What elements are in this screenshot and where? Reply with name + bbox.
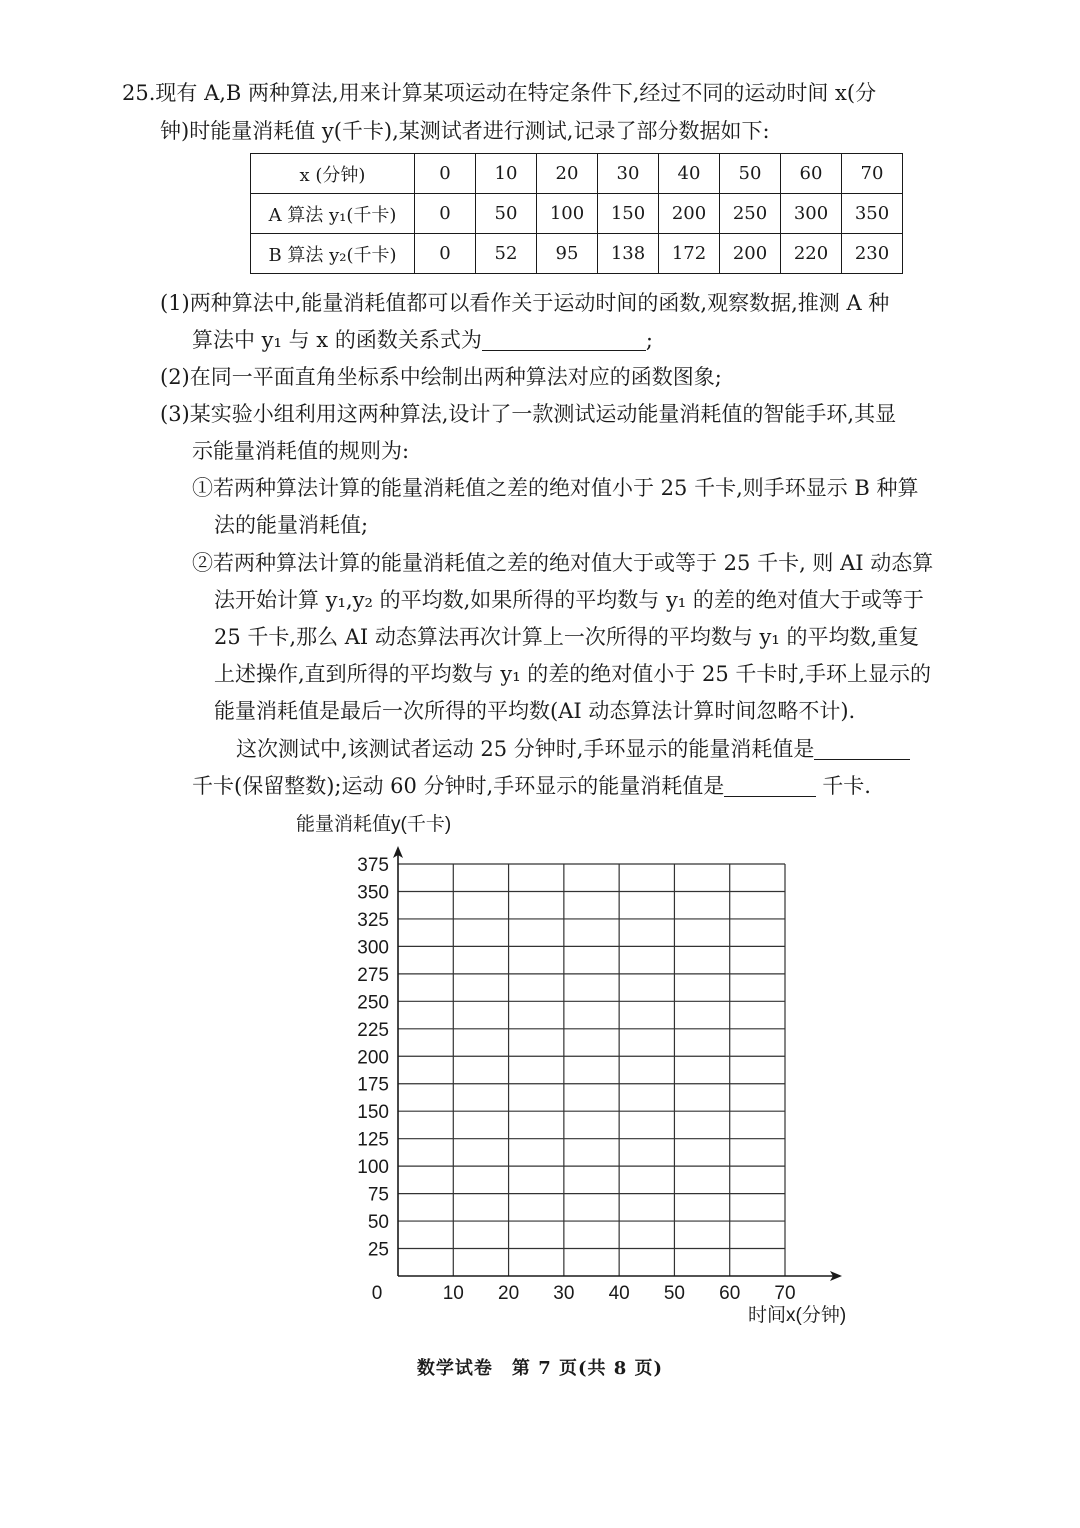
y-tick-label: 300 [357, 937, 389, 959]
rule-2-line-3: 25 千卡,那么 AI 动态算法再次计算上一次所得的平均数与 y₁ 的平均数,重复 [214, 625, 920, 649]
question-intro-2: 钟)时能量消耗值 y(千卡),某测试者进行测试,记录了部分数据如下: [160, 119, 770, 143]
y-tick-label: 50 [367, 1212, 389, 1234]
table-cell: 60 [781, 154, 842, 194]
y-tick-label: 225 [357, 1019, 389, 1041]
y-tick-label: 325 [357, 909, 389, 931]
table-cell: 20 [537, 154, 598, 194]
x-tick-label: 20 [498, 1283, 520, 1304]
y-tick-label: 350 [357, 882, 389, 904]
rule-2-line-1: ②若两种算法计算的能量消耗值之差的绝对值大于或等于 25 千卡, 则 AI 动态算 [192, 551, 934, 575]
x-axis-label: 时间x(分钟) [748, 1305, 847, 1326]
table-cell: 30 [598, 154, 659, 194]
y-tick-label: 25 [367, 1239, 389, 1261]
y-tick-label: 150 [357, 1102, 389, 1124]
rule-2-line-4: 上述操作,直到所得的平均数与 y₁ 的差的绝对值小于 25 千卡时,手环上显示的 [214, 662, 932, 686]
y-tick-label: 175 [357, 1074, 389, 1096]
table-cell: 200 [659, 194, 720, 234]
rule-2-line-5: 能量消耗值是最后一次所得的平均数(AI 动态算法计算时间忽略不计). [214, 699, 856, 723]
table-cell: 138 [598, 234, 659, 274]
question-3-text-2: 千卡(保留整数);运动 60 分钟时,手环显示的能量消耗值是 [192, 774, 725, 798]
x-tick-label: 60 [719, 1283, 741, 1304]
part-1-end: ; [645, 328, 653, 352]
part-1-text: 算法中 y₁ 与 x 的函数关系式为 [192, 328, 482, 352]
y-tick-label: 100 [357, 1157, 389, 1179]
table-cell: 220 [781, 234, 842, 274]
table-cell: 50 [720, 154, 781, 194]
rule-1-line-2: 法的能量消耗值; [214, 513, 369, 537]
y-axis-label: 能量消耗值y(千卡) [296, 814, 452, 835]
part-1-line-1: (1)两种算法中,能量消耗值都可以看作关于运动时间的函数,观察数据,推测 A 种 [160, 291, 890, 315]
table-cell: 50 [476, 194, 537, 234]
y-tick-label: 375 [357, 855, 389, 876]
y-tick-label: 75 [367, 1184, 389, 1206]
table-cell: 52 [476, 234, 537, 274]
rule-2-line-2: 法开始计算 y₁,y₂ 的平均数,如果所得的平均数与 y₁ 的差的绝对值大于或等于 [214, 588, 924, 612]
part-3-line-1: (3)某实验小组利用这两种算法,设计了一款测试运动能量消耗值的智能手环,其显 [160, 402, 897, 426]
part-2: (2)在同一平面直角坐标系中绘制出两种算法对应的函数图象; [160, 365, 722, 389]
table-cell: 200 [720, 234, 781, 274]
y-tick-label: 250 [357, 992, 389, 1014]
rule-1-line-1: ①若两种算法计算的能量消耗值之差的绝对值小于 25 千卡,则手环显示 B 种算 [192, 476, 919, 500]
page-footer: 数学试卷 第 7 页(共 8 页) [416, 1358, 664, 1379]
table-cell: 70 [842, 154, 903, 194]
x-tick-label: 30 [553, 1283, 575, 1304]
table-cell: 250 [720, 194, 781, 234]
x-tick-label: 40 [608, 1283, 630, 1304]
y-tick-label: 125 [357, 1129, 389, 1151]
x-tick-label: 10 [442, 1283, 464, 1304]
table-cell: 40 [659, 154, 720, 194]
table-cell: 0 [415, 154, 476, 194]
table-cell: 100 [537, 194, 598, 234]
x-tick-label: 50 [663, 1283, 685, 1304]
table-row-label: A 算法 y₁(千卡) [251, 194, 415, 234]
y-tick-label: 275 [357, 964, 389, 986]
question-3-end: 千卡. [822, 774, 871, 798]
table-cell: 95 [537, 234, 598, 274]
table-cell: 0 [415, 194, 476, 234]
table-cell: 10 [476, 154, 537, 194]
table-cell: 172 [659, 234, 720, 274]
y-tick-label: 200 [357, 1047, 389, 1069]
question-intro-text-1: 现有 A,B 两种算法,用来计算某项运动在特定条件下,经过不同的运动时间 x(分 [155, 81, 877, 105]
origin-label: 0 [371, 1283, 383, 1304]
table-cell: 350 [842, 194, 903, 234]
table-row-label: B 算法 y₂(千卡) [251, 234, 415, 274]
part-3-line-2: 示能量消耗值的规则为: [192, 439, 410, 463]
table-cell: 300 [781, 194, 842, 234]
table-cell: 230 [842, 234, 903, 274]
table-row-label: x (分钟) [251, 154, 415, 194]
question-3-text-1: 这次测试中,该测试者运动 25 分钟时,手环显示的能量消耗值是 [236, 737, 815, 761]
x-tick-label: 70 [774, 1283, 796, 1304]
question-number: 25. [122, 81, 156, 105]
table-cell: 150 [598, 194, 659, 234]
table-cell: 0 [415, 234, 476, 274]
